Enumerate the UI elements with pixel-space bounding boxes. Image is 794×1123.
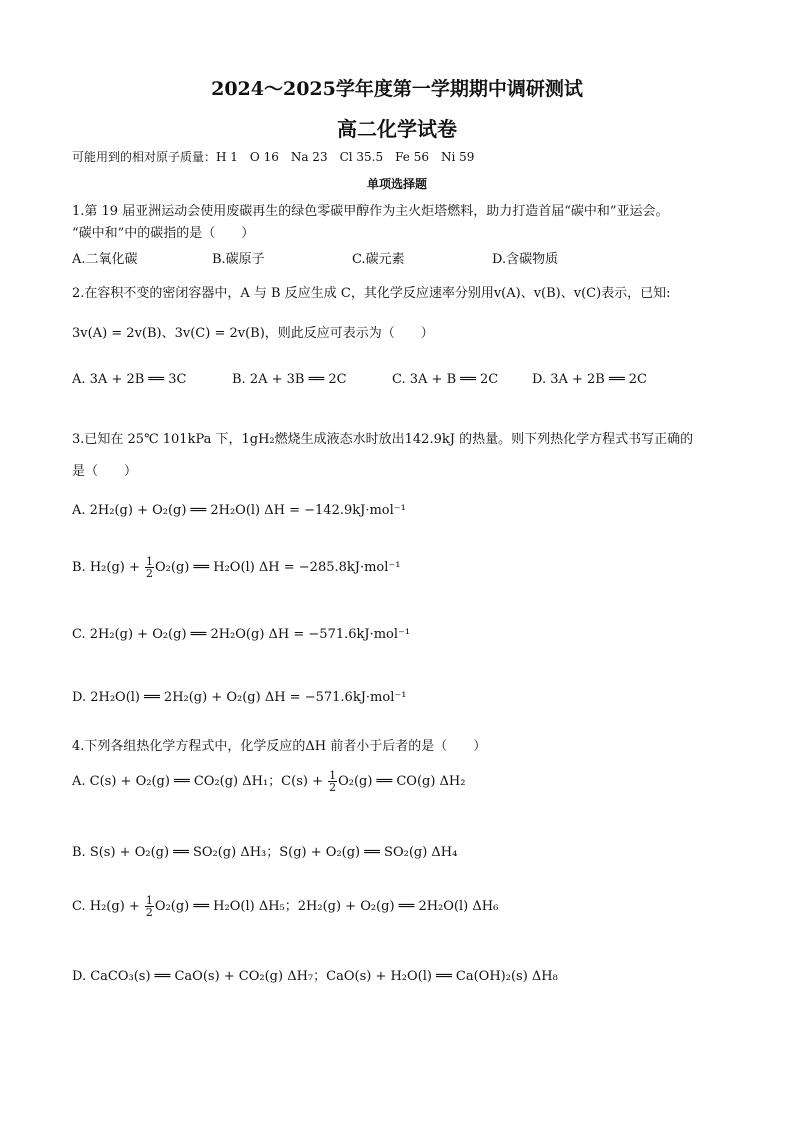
- half-fraction: [328, 770, 337, 793]
- q2-option-a: A. 3A + 2B ══ 3C: [72, 372, 187, 387]
- q1-option-d: D.含碳物质: [492, 252, 559, 267]
- half-fraction: [145, 895, 154, 918]
- fraction-numerator: 1: [145, 894, 153, 907]
- fraction-denominator: 2: [146, 567, 153, 580]
- section-heading: 单项选择题: [366, 177, 427, 191]
- exam-subtitle: 高二化学试卷: [337, 117, 457, 141]
- q1-stem-line2: “碳中和”中的碳指的是（ ）: [72, 226, 255, 241]
- q1-option-b: B.碳原子: [212, 252, 265, 267]
- fraction-numerator: 1: [146, 555, 153, 568]
- exam-title: 2024～2025学年度第一学期期中调研测试: [211, 78, 583, 100]
- q4-option-a-post: O₂(g) ══ CO(g) ΔH₂: [338, 774, 466, 789]
- q3-option-d: D. 2H₂O(l) ══ 2H₂(g) + O₂(g) ΔH = −571.6kJ·mol⁻¹: [72, 690, 407, 705]
- atomic-masses: 可能用到的相对原子质量：H 1 O 16 Na 23 Cl 35.5 Fe 56 Ni 59: [72, 150, 475, 164]
- q3-stem-line1: 3.已知在 25℃ 101kPa 下，1gH₂燃烧生成液态水时放出142.9kJ 的热量。则下列热化学方程式书写正确的: [72, 432, 694, 447]
- q4-option-b: B. S(s) + O₂(g) ══ SO₂(g) ΔH₃；S(g) + O₂(g) ══ SO₂(g) ΔH₄: [72, 845, 458, 860]
- q4-option-d: D. CaCO₃(s) ══ CaO(s) + CO₂(g) ΔH₇；CaO(s) + H₂O(l) ══ Ca(OH)₂(s) ΔH₈: [72, 969, 558, 984]
- q3-option-b-pre: B. H₂(g) +: [72, 560, 144, 575]
- q3-option-c: C. 2H₂(g) + O₂(g) ══ 2H₂O(g) ΔH = −571.6kJ·mol⁻¹: [72, 627, 411, 642]
- q1-options: [72, 248, 612, 267]
- q1-stem-line1: 1.第 19 届亚洲运动会使用废碳再生的绿色零碳甲醇作为主火炬塔燃料，助力打造首届“碳中和”亚运会。: [72, 204, 669, 219]
- fraction-denominator: 2: [329, 781, 337, 794]
- q1-option-a: A.二氧化碳: [72, 252, 138, 267]
- fraction-numerator: 1: [329, 769, 337, 782]
- q2-option-c: C. 3A + B ══ 2C: [392, 372, 499, 387]
- q4-option-a-pre: A. C(s) + O₂(g) ══ CO₂(g) ΔH₁；C(s) +: [72, 774, 328, 789]
- q1-option-c: C.碳元素: [352, 252, 405, 267]
- q2-stem-line1: 2.在容积不变的密闭容器中，A 与 B 反应生成 C，其化学反应速率分别用v(A)、v(B)、v(C)表示，已知:: [72, 286, 671, 301]
- q4-stem: 4.下列各组热化学方程式中，化学反应的ΔH 前者小于后者的是（ ）: [72, 739, 487, 754]
- q4-option-c-post: O₂(g) ══ H₂O(l) ΔH₅；2H₂(g) + O₂(g) ══ 2H₂O(l) ΔH₆: [154, 899, 499, 914]
- q4-option-c-pre: C. H₂(g) +: [72, 899, 144, 914]
- q3-option-a: A. 2H₂(g) + O₂(g) ══ 2H₂O(l) ΔH = −142.9kJ·mol⁻¹: [72, 503, 406, 518]
- q3-option-b-post: O₂(g) ══ H₂O(l) ΔH = −285.8kJ·mol⁻¹: [155, 560, 401, 575]
- q4-option-c: [72, 895, 498, 918]
- q2-option-d: D. 3A + 2B ══ 2C: [532, 372, 648, 387]
- q2-stem-line2: 3v(A) = 2v(B)、3v(C) = 2v(B)，则此反应可表示为（ ）: [72, 326, 434, 341]
- q4-option-a: [72, 770, 466, 793]
- q3-option-b: [72, 556, 401, 579]
- q3-stem-line2: 是（ ）: [72, 464, 138, 479]
- q2-options: [72, 372, 682, 387]
- half-fraction: [145, 556, 154, 579]
- fraction-denominator: 2: [145, 906, 153, 919]
- q2-option-b: B. 2A + 3B ══ 2C: [232, 372, 347, 387]
